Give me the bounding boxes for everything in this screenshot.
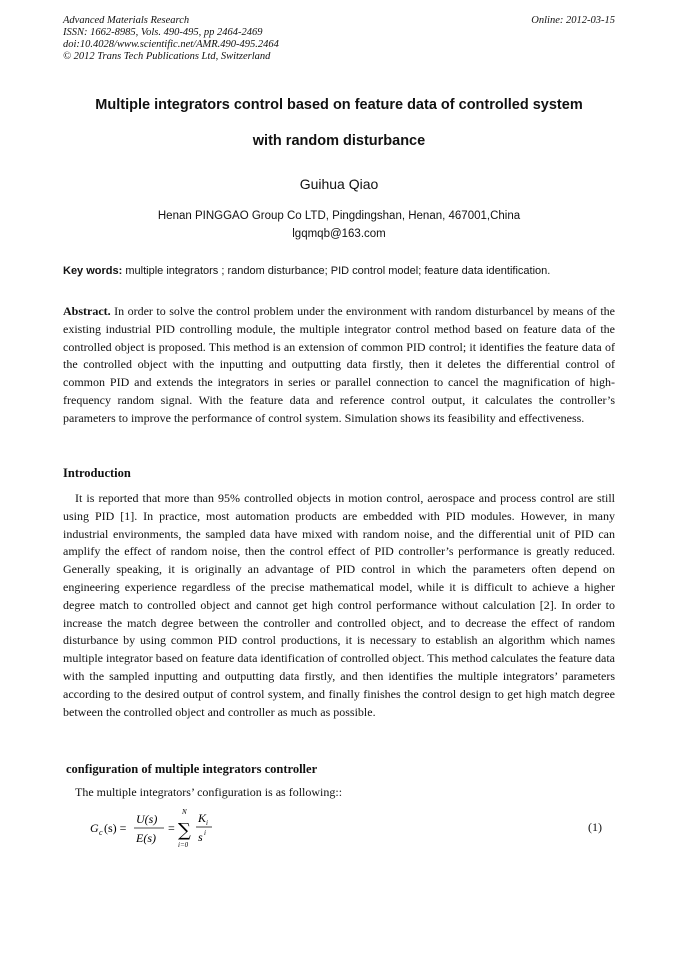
introduction-paragraph: It is reported that more than 95% controlled objects in motion control, aerospace and process control are still using PID [1]. In practice, most automation products are embedded with PID modules. However, in many industrial environments, the sampled data have mixed with random noise, and the differential unit of PID can amplify the effect of random noise, then the control effect of PID controller’s performance is greatly reduced. Generally speaking, it is originally an advantage of PID control in which the parameters often depend on engineering experience regardless of the precise mathematical model, while it is difficult to achieve a higher degree match to controlled object and cannot get high control performance without calculation [2]. In order to increase the match degree between the controller and controlled object, and to decrease the effect of random disturbance by using common PID control productions, it is necessary to establish an algorithm which names multiple integrator based on feature data identification of controlled object. This method calculates the feature data with the sampled inputting and outputting data firstly, and then identifies the multiple integrators’ parameters according to the desired output of control system, and finally finishes the control design to get high match degree between the controlled object and controller as much as possible. [63,491,615,719]
journal-copyright: © 2012 Trans Tech Publications Ltd, Switzerland [63,51,271,62]
paper-title-line-2: with random disturbance [252,133,426,149]
eq-term-denominator: s [198,830,203,844]
abstract-label: Abstract. [63,304,111,318]
configuration-intro: The multiple integrators’ configuration is as following:: [75,785,343,799]
introduction-heading: Introduction [63,466,131,480]
journal-doi: doi:10.4028/www.scientific.net/AMR.490-495.2464 [63,39,279,50]
abstract-text: In order to solve the control problem under the environment with random disturbancel by means of the existing industrial PID controlling module, the multiple integrator control method based on feature data of the controlled object is proposed. This method is an extension of common PID control; it identifies the feature data of the controlled object with the inputting and outputting data firstly, then it deletes the differential control of common PID and extends the integrators in series or parallel connection to cancel the magnification of high-frequency random signal. With the feature data and reference control output, it calculates the controller’s parameters to improve the performance of control system. Simulation shows its feasibility and effectiveness. [63,304,615,425]
eq-lhs-arg: (s) = [104,821,127,835]
eq-sum-upper: N [182,808,187,816]
journal-name: Advanced Materials Research [63,15,190,26]
eq-sum-lower: i=0 [178,841,189,849]
eq-denominator: E(s) [136,831,156,845]
configuration-heading: configuration of multiple integrators controller [66,762,318,776]
author-name: Guihua Qiao [299,176,379,192]
eq-term-numerator-sub: i [206,819,208,827]
paper-title-line-1: Multiple integrators control based on feature data of controlled system [95,97,583,113]
equation-number: (1) [588,820,602,834]
online-date: Online: 2012-03-15 [531,15,615,26]
journal-issn: ISSN: 1662-8985, Vols. 490-495, pp 2464-2469 [63,27,263,38]
keywords-label: Key words: [63,265,123,277]
author-email: lgqmqb@163.com [292,228,386,240]
keywords-text: multiple integrators ; random disturbance; PID control model; feature data identification. [122,265,551,277]
equation-1 [90,806,290,850]
eq-term-numerator: K [198,811,207,825]
eq-sum-symbol: ∑ [178,820,191,841]
eq-numerator: U(s) [136,812,158,826]
keywords [63,265,615,277]
journal-header [63,15,279,63]
eq-lhs-g: G [90,821,99,835]
abstract [63,303,615,428]
author-affiliation: Henan PINGGAO Group Co LTD, Pingdingshan, Henan, 467001,China [157,210,521,222]
eq-term-denominator-sup: i [204,829,206,837]
eq-equals: = [168,821,175,835]
eq-lhs-sub: c [99,828,103,837]
